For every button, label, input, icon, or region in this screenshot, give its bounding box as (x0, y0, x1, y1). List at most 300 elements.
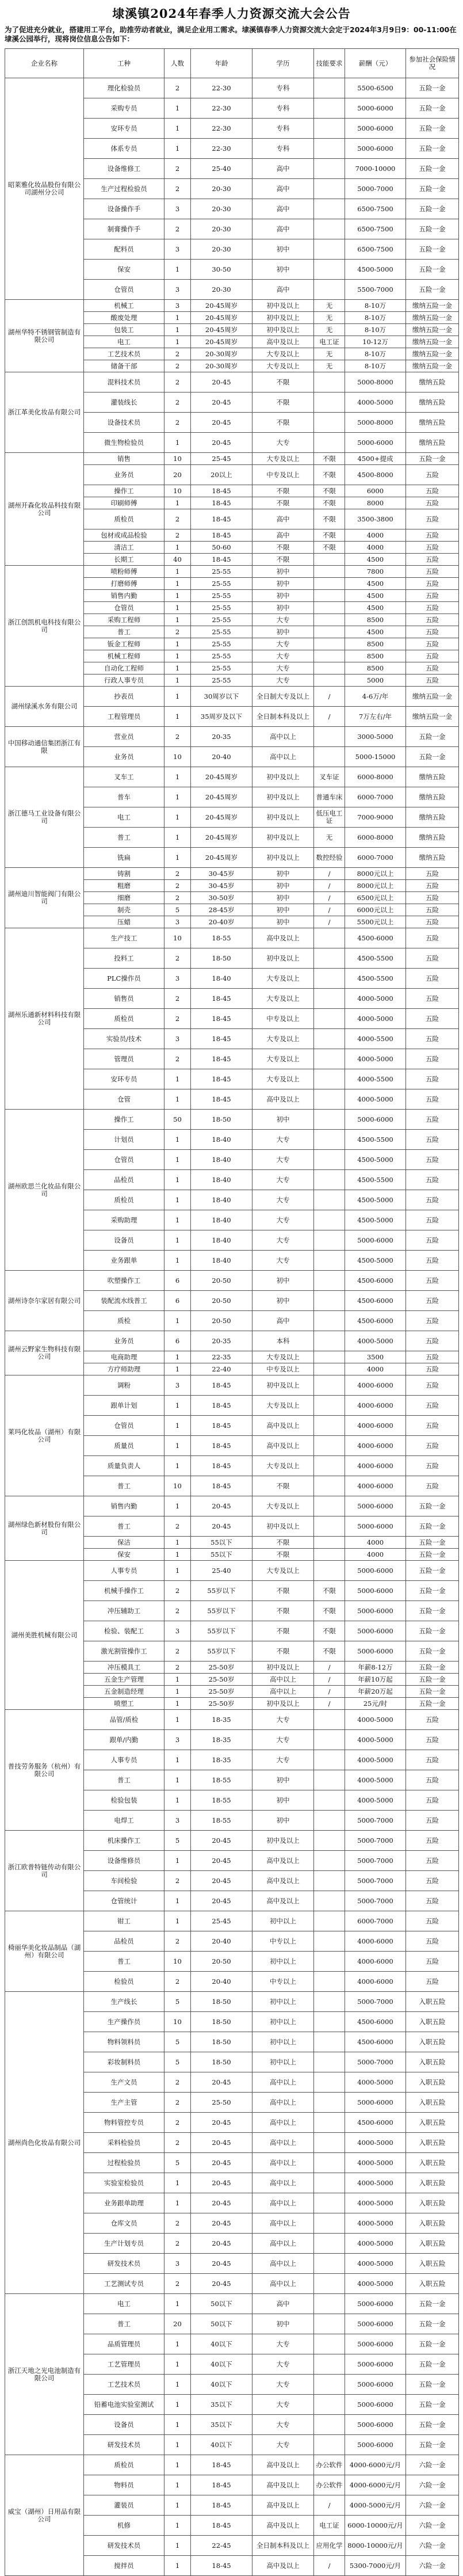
headcount: 1 (164, 1770, 191, 1790)
education: 高中以上 (252, 2133, 314, 2153)
job-title: 品检员 (84, 1170, 164, 1190)
age-range: 50以下 (191, 2314, 252, 2334)
salary: 5000-7000 (345, 1891, 406, 1911)
job-title: 细磨 (84, 892, 164, 904)
age-range: 20-45周岁 (191, 828, 252, 848)
insurance: 五险 (406, 1271, 459, 1291)
table-row (5, 1911, 459, 1931)
table-row (5, 1710, 459, 1730)
salary: 4000-6000 (345, 1375, 406, 1396)
insurance: 六险一金 (406, 2495, 459, 2516)
insurance: 五险一金 (406, 453, 459, 465)
skill-requirement (314, 1089, 345, 1110)
skill-requirement (314, 2113, 345, 2133)
education: 中专及以上 (252, 465, 314, 485)
skill-requirement (314, 119, 345, 139)
skill-requirement (314, 2032, 345, 2052)
headcount: 2 (164, 372, 191, 393)
job-title: 电焊工 (84, 1811, 164, 1831)
skill-requirement (314, 2072, 345, 2093)
salary: 4000 (345, 542, 406, 554)
headcount: 1 (164, 1456, 191, 1476)
salary: 4500-6000 (345, 2032, 406, 2052)
education: 不限 (252, 542, 314, 554)
age-range: 22-45 (191, 2536, 252, 2556)
salary: 4000-5000 (345, 2133, 406, 2153)
job-title: 电工 (84, 807, 164, 828)
education: 不限 (252, 1537, 314, 1549)
job-title: 安环专员 (84, 1069, 164, 1089)
skill-requirement: 无 (314, 360, 345, 372)
table-row (5, 1331, 459, 1351)
education: 初中 (252, 1811, 314, 1831)
age-range: 30-50岁 (191, 892, 252, 904)
insurance: 缴纳五险一金 (406, 312, 459, 324)
salary: 5000-7000 (345, 1811, 406, 1831)
education: 专科 (252, 139, 314, 159)
skill-requirement (314, 989, 345, 1009)
skill-requirement (314, 2193, 345, 2213)
job-title: 电工 (84, 336, 164, 348)
education: 初中 (252, 239, 314, 260)
insurance: 五险 (406, 1750, 459, 1770)
skill-requirement (314, 650, 345, 662)
skill-requirement: 叉车证 (314, 767, 345, 787)
headcount: 1 (164, 650, 191, 662)
age-range: 20-45周岁 (191, 787, 252, 807)
salary: 5000-7000 (345, 1871, 406, 1891)
insurance: 缴纳五险一金 (406, 687, 459, 707)
headcount: 1 (164, 1698, 191, 1710)
skill-requirement (314, 2415, 345, 2435)
headcount: 1 (164, 2173, 191, 2193)
skill-requirement (314, 1029, 345, 1049)
education: 初中及以上 (252, 1831, 314, 1851)
age-range: 18-50 (191, 2032, 252, 2052)
education: 高中 (252, 529, 314, 542)
job-title: 销售内勤 (84, 590, 164, 602)
company-name: 湖州迪川智能阀门有限公司 (5, 868, 84, 928)
salary: 4000-5000 (345, 1049, 406, 1069)
job-title: 质检员 (84, 2455, 164, 2475)
skill-requirement: 不限 (314, 529, 345, 542)
skill-requirement (314, 280, 345, 300)
age-range: 20-30周岁 (191, 360, 252, 372)
headcount: 1 (164, 2395, 191, 2415)
insurance: 六险一金 (406, 2516, 459, 2536)
job-title: 操作工 (84, 1110, 164, 1130)
age-range: 35周岁及以下 (191, 707, 252, 727)
education: 初中以上 (252, 1911, 314, 1931)
headcount: 1 (164, 1069, 191, 1089)
education: 大专 (252, 2395, 314, 2415)
headcount: 3 (164, 1375, 191, 1396)
age-range: 55以下 (191, 1537, 252, 1549)
skill-requirement: 无 (314, 348, 345, 360)
education: 高中以上 (252, 2153, 314, 2173)
headcount: 2 (164, 948, 191, 969)
age-range: 25-55 (191, 675, 252, 687)
salary: 5000-6000 (345, 98, 406, 119)
skill-requirement (314, 393, 345, 413)
salary: 5000-6000 (345, 1581, 406, 1601)
salary: 4500-5000 (345, 1210, 406, 1230)
job-title: 机床操作工 (84, 1831, 164, 1851)
insurance: 入职五险 (406, 2213, 459, 2234)
education: 高中以上 (252, 2093, 314, 2113)
age-range: 22-30 (191, 139, 252, 159)
education: 大专及以上 (252, 1456, 314, 1476)
insurance: 五险 (406, 1230, 459, 1251)
salary: 10-12万 (345, 336, 406, 348)
education: 大专 (252, 1710, 314, 1730)
salary: 4000 (345, 1363, 406, 1375)
skill-requirement: 电工证 (314, 336, 345, 348)
insurance: 入职五险 (406, 2133, 459, 2153)
headcount: 5 (164, 1992, 191, 2012)
salary: 4000-6000 (345, 1931, 406, 1952)
salary: 4000-5000 (345, 2274, 406, 2294)
job-title: 普工 (84, 2314, 164, 2334)
skill-requirement (314, 1009, 345, 1029)
education: 高中及以上 (252, 1089, 314, 1110)
headcount: 1 (164, 336, 191, 348)
age-range: 20-45 (191, 413, 252, 433)
salary: 8500 (345, 638, 406, 650)
age-range: 25-55 (191, 662, 252, 675)
company-name: 中国移动通信集团浙江有限 (5, 727, 84, 767)
education: 大专 (252, 1190, 314, 1210)
insurance: 五险 (406, 1710, 459, 1730)
education: 高中 (252, 199, 314, 219)
education: 中专及以上 (252, 1363, 314, 1375)
job-title: 五金制造经理 (84, 1686, 164, 1698)
job-title: 生产过程检验员 (84, 179, 164, 199)
salary: 4000-5000 (345, 1750, 406, 1770)
job-title: 叉车工 (84, 767, 164, 787)
education: 高中及以上 (252, 2455, 314, 2475)
job-title: 工艺技术员 (84, 348, 164, 360)
age-range: 20-30 (191, 199, 252, 219)
job-title: 工艺技术员 (84, 2375, 164, 2395)
insurance: 五险 (406, 566, 459, 578)
education: 高中及以上 (252, 1436, 314, 1456)
education: 大专 (252, 1230, 314, 1251)
education: 高中以上 (252, 2072, 314, 2093)
company-name: 湖州开森化妆品科技有限公司 (5, 453, 84, 566)
education: 大专及以上 (252, 360, 314, 372)
job-title: 工程管理员 (84, 707, 164, 727)
education: 不限 (252, 1549, 314, 1561)
skill-requirement: 不限 (314, 485, 345, 497)
insurance: 五险 (406, 948, 459, 969)
salary: 5500元以上 (345, 916, 406, 928)
job-title: 业务跟单 (84, 1251, 164, 1271)
salary: 4000-5000 (345, 2153, 406, 2173)
insurance: 五险一金 (406, 2375, 459, 2395)
salary: 8-10万 (345, 348, 406, 360)
job-title: 物料管控专员 (84, 2113, 164, 2133)
education: 不限 (252, 1476, 314, 1496)
age-range: 25-55 (191, 614, 252, 626)
insurance: 入职五险 (406, 2052, 459, 2072)
insurance: 入职五险 (406, 2193, 459, 2213)
announcement-intro: 为了促进充分就业，搭建用工平台，助推劳动者就业，满足企业用工需求。埭溪镇春季人力资源交流大会定于2024年3月9日9：00-11:00在埭溪公园举行，现将岗位信息公告如下： (5, 25, 457, 43)
insurance: 五险一金 (406, 2314, 459, 2334)
salary: 6500-7500 (345, 199, 406, 219)
education: 初中 (252, 626, 314, 638)
education: 不限 (252, 1601, 314, 1621)
job-title: 彩妆制料员 (84, 2052, 164, 2072)
education: 不限 (252, 1581, 314, 1601)
skill-requirement (314, 2314, 345, 2334)
insurance: 五险 (406, 1871, 459, 1891)
insurance: 五险 (406, 1456, 459, 1476)
insurance: 缴纳五险一金 (406, 300, 459, 312)
skill-requirement: 低压电工证 (314, 807, 345, 828)
age-range: 18-40 (191, 1190, 252, 1210)
job-title: 体系专员 (84, 139, 164, 159)
education: 高中及以上 (252, 1416, 314, 1436)
education: 大专 (252, 1251, 314, 1271)
headcount: 1 (164, 566, 191, 578)
headcount: 10 (164, 1952, 191, 1972)
company-name: 湖州华特不锈钢管制造有限公司 (5, 300, 84, 372)
skill-requirement (314, 2052, 345, 2072)
age-range: 30-50 (191, 260, 252, 280)
insurance: 缴纳五险一金 (406, 348, 459, 360)
job-title: 研发技术员 (84, 2536, 164, 2556)
insurance: 五险 (406, 928, 459, 948)
skill-requirement (314, 2254, 345, 2274)
skill-requirement: 无 (314, 324, 345, 336)
headcount: 1 (164, 2475, 191, 2495)
skill-requirement (314, 2012, 345, 2032)
education: 初中及以上 (252, 767, 314, 787)
headcount: 10 (164, 485, 191, 497)
salary: 8-10万 (345, 312, 406, 324)
job-title: 激光割管操作工 (84, 1641, 164, 1662)
salary: 4500 (345, 590, 406, 602)
job-title: 品管/质检 (84, 1710, 164, 1730)
age-range: 18-45 (191, 1396, 252, 1416)
insurance: 缴纳五险 (406, 767, 459, 787)
age-range: 25-50岁 (191, 1686, 252, 1698)
job-title: 仓管 (84, 1089, 164, 1110)
table-row (5, 687, 459, 707)
education: 高中 (252, 280, 314, 300)
company-name: 湖州诗奈尔家居有限公司 (5, 1271, 84, 1331)
company-name: 湖州欧思兰化妆品有限公司 (5, 1110, 84, 1271)
skill-requirement (314, 239, 345, 260)
insurance: 五险一金 (406, 1549, 459, 1561)
job-title: 生产线长 (84, 1992, 164, 2012)
salary: 4500 (345, 602, 406, 614)
headcount: 2 (164, 1601, 191, 1621)
education: 初中及以上 (252, 312, 314, 324)
age-range: 20-45 (191, 2254, 252, 2274)
education: 高中及以上 (252, 1871, 314, 1891)
salary: 3500-3800 (345, 509, 406, 529)
headcount: 1 (164, 1311, 191, 1331)
job-title: 设备员 (84, 1230, 164, 1251)
age-range: 20-40 (191, 747, 252, 767)
insurance: 五险一金 (406, 2435, 459, 2455)
salary: 5000-6000 (345, 1230, 406, 1251)
headcount: 10 (164, 2012, 191, 2032)
insurance: 五险 (406, 892, 459, 904)
salary: 7万左右/年 (345, 707, 406, 727)
job-title: 设备维修工 (84, 159, 164, 179)
company-name: 浙江革美化妆品有限公司 (5, 372, 84, 453)
skill-requirement: 无 (314, 312, 345, 324)
skill-requirement (314, 1549, 345, 1561)
salary: 4500-5000 (345, 1190, 406, 1210)
insurance: 五险 (406, 1009, 459, 1029)
education: 不限 (252, 497, 314, 509)
skill-requirement (314, 1952, 345, 1972)
salary: 4500-6000 (345, 1291, 406, 1311)
salary: 5500-7000 (345, 280, 406, 300)
job-title: 业务员 (84, 747, 164, 767)
headcount: 3 (164, 916, 191, 928)
insurance: 缴纳五险 (406, 848, 459, 868)
education: 高中 (252, 1311, 314, 1331)
skill-requirement: 数控经验 (314, 848, 345, 868)
skill-requirement: / (314, 707, 345, 727)
insurance: 入职五险 (406, 2093, 459, 2113)
age-range: 40以下 (191, 2334, 252, 2354)
headcount: 1 (164, 687, 191, 707)
salary: 4500+提成 (345, 453, 406, 465)
job-title: 吹塑操作工 (84, 1271, 164, 1291)
job-title: 装配流水线普工 (84, 1291, 164, 1311)
table-row (5, 727, 459, 747)
job-title: 设备维修员 (84, 1851, 164, 1871)
insurance: 入职五险 (406, 2032, 459, 2052)
headcount: 2 (164, 529, 191, 542)
insurance: 缴纳五险一金 (406, 360, 459, 372)
insurance: 五险一金 (406, 199, 459, 219)
headcount: 1 (164, 1150, 191, 1170)
skill-requirement (314, 1871, 345, 1891)
education: 初中 (252, 602, 314, 614)
headcount: 1 (164, 1251, 191, 1271)
skill-requirement: 办公软件 (314, 2455, 345, 2475)
salary: 8-10万 (345, 324, 406, 336)
headcount: 1 (164, 1549, 191, 1561)
insurance: 五险 (406, 916, 459, 928)
salary: 5000-6000 (345, 1561, 406, 1581)
age-range: 18-55 (191, 928, 252, 948)
salary: 5000-6000 (345, 1621, 406, 1641)
age-range: 35以下 (191, 2415, 252, 2435)
job-title: 采购助理 (84, 1210, 164, 1230)
insurance: 缴纳五险 (406, 393, 459, 413)
table-row (5, 372, 459, 393)
skill-requirement (314, 638, 345, 650)
insurance: 入职五险 (406, 2012, 459, 2032)
headcount: 10 (164, 928, 191, 948)
salary: 4500-5500 (345, 1170, 406, 1190)
job-title: 普工 (84, 828, 164, 848)
job-title: 仓管员 (84, 1416, 164, 1436)
insurance: 入职五险 (406, 2153, 459, 2173)
insurance: 五险一金 (406, 1674, 459, 1686)
job-title: 品检员 (84, 1931, 164, 1952)
insurance: 六险一金 (406, 2536, 459, 2556)
headcount: 1 (164, 1190, 191, 1210)
age-range: 55岁以下 (191, 1621, 252, 1641)
age-range: 18-45 (191, 1476, 252, 1496)
job-title: 喷塑工 (84, 1698, 164, 1710)
education: 高中及以上 (252, 1851, 314, 1871)
education: 高中及以上 (252, 2495, 314, 2516)
insurance: 五险 (406, 1210, 459, 1230)
headcount: 1 (164, 2415, 191, 2435)
salary: 5000-7000 (345, 1831, 406, 1851)
headcount: 3 (164, 300, 191, 312)
age-range: 18-45 (191, 2556, 252, 2576)
insurance: 五险一金 (406, 219, 459, 239)
insurance: 五险一金 (406, 98, 459, 119)
skill-requirement (314, 1750, 345, 1770)
salary: 4500-6000 (345, 1311, 406, 1331)
age-range: 20-40 (191, 1972, 252, 1992)
age-range: 18-45 (191, 2475, 252, 2495)
salary: 4500-5500 (345, 1130, 406, 1150)
age-range: 18-40 (191, 1170, 252, 1190)
skill-requirement (314, 1891, 345, 1911)
skill-requirement (314, 1130, 345, 1150)
education: 高中以上 (252, 2254, 314, 2274)
age-range: 20-30 (191, 179, 252, 199)
job-title: 管理员 (84, 1049, 164, 1069)
insurance: 五险 (406, 590, 459, 602)
job-title: 压蜡 (84, 916, 164, 928)
job-title: 包装工 (84, 324, 164, 336)
education: 大专及以上 (252, 1561, 314, 1581)
salary: 5000-6000 (345, 1601, 406, 1621)
skill-requirement (314, 1230, 345, 1251)
skill-requirement (314, 662, 345, 675)
salary: 4000 (345, 1537, 406, 1549)
skill-requirement: 无 (314, 828, 345, 848)
skill-requirement (314, 159, 345, 179)
age-range: 18-45 (191, 485, 252, 497)
age-range: 40以下 (191, 2375, 252, 2395)
headcount: 1 (164, 312, 191, 324)
skill-requirement (314, 78, 345, 98)
salary: 6000-8000 (345, 828, 406, 848)
job-title: 灌装员 (84, 2495, 164, 2516)
job-title: 喷粉师傅 (84, 566, 164, 578)
headcount: 1 (164, 828, 191, 848)
skill-requirement: 不限 (314, 542, 345, 554)
salary: 5000-6000 (345, 2415, 406, 2435)
education: 不限 (252, 372, 314, 393)
skill-requirement (314, 2354, 345, 2375)
skill-requirement (314, 1476, 345, 1496)
salary: 6500-7500 (345, 219, 406, 239)
education: 不限 (252, 1621, 314, 1641)
job-title: 跟单计划 (84, 1396, 164, 1416)
header-job: 工种 (84, 49, 164, 78)
age-range: 25-50岁 (191, 1674, 252, 1686)
headcount: 1 (164, 1790, 191, 1811)
education: 大专 (252, 650, 314, 662)
header-salary: 薪酬（元） (345, 49, 406, 78)
